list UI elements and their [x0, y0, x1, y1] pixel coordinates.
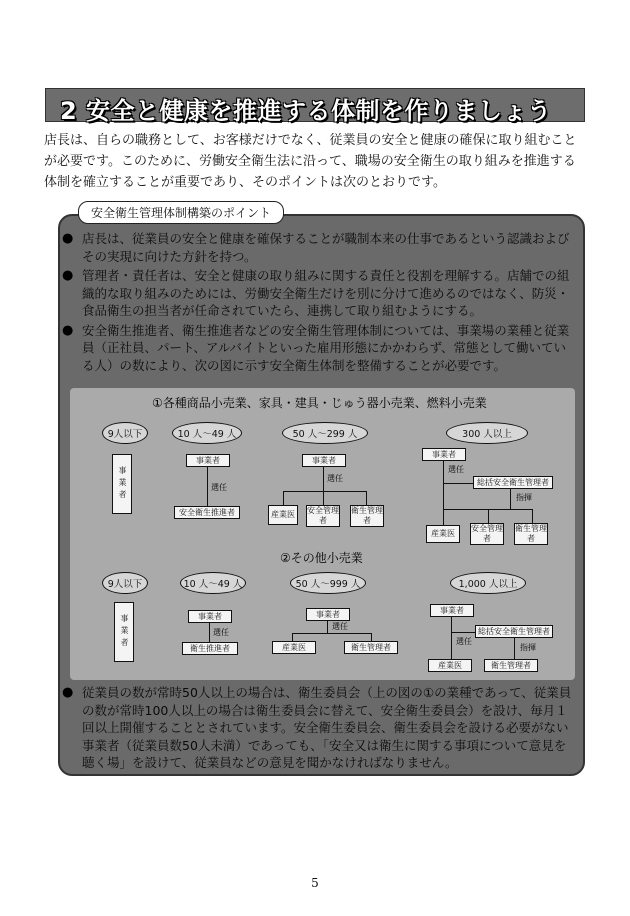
bullet-dot-icon: ●	[62, 685, 74, 700]
organization-diagram	[70, 388, 575, 680]
s1-promoter: 安全衛生推進者	[174, 506, 240, 519]
s2-doctor-50: 産業医	[272, 641, 316, 654]
s2-employer-1000: 事業者	[430, 604, 474, 617]
intro-paragraph: 店長は、自らの職務として、お客様だけでなく、従業員の安全と健康の確保に取り組むことが必要です。このために、労働安全衛生法に沿って、職場の安全衛生の取り組みを推進する体制を確立することが重要であり、そのポイントは次のとおりです。	[44, 133, 577, 190]
s1-appoint-label: 選任	[211, 483, 227, 492]
s2-employer-50: 事業者	[306, 608, 350, 621]
bottom-bullet	[62, 684, 578, 774]
s2-general-1000: 総括安全衛生管理者	[475, 625, 553, 638]
s1-health-50: 衛生管理者	[351, 506, 383, 525]
s2-range-1: 9人以下	[102, 572, 148, 594]
s1-safety-300: 安全管理者	[471, 524, 503, 543]
section2-title: ②その他小売業	[280, 551, 363, 565]
s2-appoint-label-50: 選任	[332, 622, 348, 631]
bullet-item: ● 従業員の数が常時50人以上の場合は、衛生委員会（上の図の①の業種であって、従業員の数が常時100人以上の場合は衛生委員会に替えて、安全衛生委員会）を設け、毎月１回以上開催することとされています。安全衛生委員会、衛生委員会を設ける必要がない事業者（従業員数50人未満）であっても、「安全又は衛生に関する事項について意見を聴く場」を設けて、従業員などの意見を聞かなければなりません。	[62, 685, 572, 770]
bullet-dot-icon: ●	[62, 322, 74, 338]
s2-health-50: 衛生管理者	[344, 641, 398, 654]
s1-range-4: 300 人以上	[446, 422, 528, 444]
s1-employer-10: 事業者	[186, 454, 230, 467]
s2-health-1000: 衛生管理者	[484, 659, 538, 672]
s2-range-2: 10 人～49 人	[180, 572, 246, 594]
bullet-item: ● 店長は、従業員の安全と健康を確保することが職制本来の仕事であるという認識およびその実現に向けた方針を持つ。	[62, 231, 570, 264]
s1-doctor-300: 産業医	[426, 525, 460, 543]
s2-promoter: 衛生推進者	[182, 642, 238, 655]
s1-general-300: 総括安全衛生管理者	[473, 476, 553, 489]
s2-range-3: 50 人～999 人	[290, 572, 366, 594]
s2-doctor-1000: 産業医	[428, 659, 472, 672]
s1-health-300: 衛生管理者	[515, 524, 547, 543]
s2-direct-label: 指揮	[520, 643, 536, 652]
s1-safety-50: 安全管理者	[307, 506, 339, 525]
s1-appoint-label-50: 選任	[327, 474, 343, 483]
s1-direct-label: 指揮	[516, 493, 532, 502]
bullet-list	[62, 230, 578, 376]
s1-employer-50: 事業者	[302, 454, 346, 467]
section1-title: ①各種商品小売業、家具・建具・じゅう器小売業、燃料小売業	[152, 396, 487, 410]
bullet-item: ● 安全衛生推進者、衛生推進者などの安全衛生管理体制については、事業場の業種と従業員（正社員、パート、アルバイトといった雇用形態にかかわらず、常態として働いている人）の数により、次の図に示す安全衛生体制を整備することが必要です。	[62, 322, 570, 373]
s1-range-1: 9人以下	[102, 422, 148, 444]
points-box-title: 安全衛生管理体制構築のポイント	[78, 201, 284, 224]
s1-employer-small: 事業者	[112, 454, 132, 514]
s1-appoint-label-300: 選任	[448, 465, 464, 474]
s2-employer-small: 事業者	[114, 602, 134, 662]
s2-employer-10: 事業者	[188, 610, 232, 623]
page-title: 2 安全と健康を推進する体制を作りましょう	[60, 97, 552, 125]
bullet-dot-icon: ●	[62, 268, 74, 283]
s1-employer-300: 事業者	[422, 448, 466, 461]
bullet-dot-icon: ●	[62, 231, 74, 246]
s1-range-2: 10 人～49 人	[172, 422, 242, 444]
s2-appoint-label: 選任	[213, 628, 229, 637]
page-number: 5	[311, 876, 319, 890]
s1-range-3: 50 人～299 人	[282, 422, 368, 444]
s2-appoint-label-1000: 選任	[456, 637, 472, 646]
s2-range-4: 1,000 人以上	[450, 572, 526, 594]
s1-doctor-50: 産業医	[268, 505, 298, 525]
bullet-item: ● 管理者・責任者は、安全と健康の取り組みに関する責任と役割を理解する。店舗での組織的な取り組みのためには、労働安全衛生だけを別に分けて進めるのではなく、防災・食品衛生の担当者が任命されていたら、連携して取り組むようにする。	[62, 268, 570, 318]
